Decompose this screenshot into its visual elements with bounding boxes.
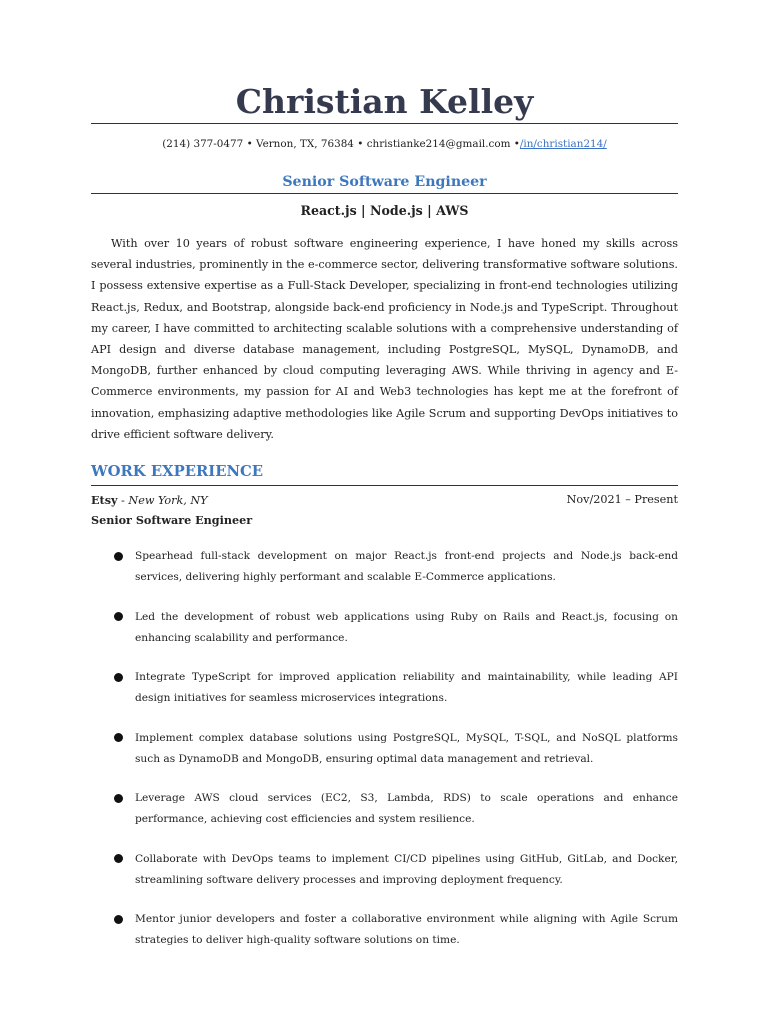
list-item bbox=[91, 667, 678, 709]
resume-page bbox=[91, 0, 678, 970]
bullet-text: Spearhead full-stack development on major React.js front-end projects and Node.js back-end services, delivering highly performant and scalable E-Commerce applications. bbox=[135, 550, 678, 584]
bullet-text: Led the development of robust web applications using Ruby on Rails and React.js, focusing on enhancing scalability and performance. bbox=[135, 610, 678, 644]
separator: • bbox=[513, 138, 520, 150]
location-text: Vernon, TX, 76384 bbox=[256, 138, 354, 150]
list-item bbox=[91, 849, 678, 891]
list-item bbox=[91, 728, 678, 770]
name-divider bbox=[91, 123, 678, 124]
summary-paragraph: With over 10 years of robust software engineering experience, I have honed my skills across several industries, prominently in the e-commerce sector, delivering transformative software solutions. I possess extensive expertise as a Full-Stack Developer, specializing in front-end technologies utilizing React.js, Redux, and Bootstrap, alongside back-end proficiency in Node.js and TypeScript. Throughout my career, I have committed to architecting scalable solutions with a comprehensive understanding of API design and diverse database management, including PostgreSQL, MySQL, DynamoDB, and MongoDB, further enhanced by cloud computing leveraging AWS. While thriving in agency and E-Commerce environments, my passion for AI and Web3 technologies has kept me at the forefront of innovation, emphasizing adaptive methodologies like Agile Scrum and supporting DevOps initiatives to drive efficient software delivery. bbox=[91, 237, 678, 441]
bullet-text: Leverage AWS cloud services (EC2, S3, Lambda, RDS) to scale operations and enhance performance, achieving cost efficiencies and system resilience. bbox=[135, 792, 678, 826]
bullet-text: Collaborate with DevOps teams to implement CI/CD pipelines using GitHub, GitLab, and Docker, streamlining software delivery processes and improving deployment frequency. bbox=[135, 852, 678, 886]
tech-stack: React.js | Node.js | AWS bbox=[300, 203, 469, 218]
candidate-name: Christian Kelley bbox=[235, 82, 534, 121]
separator: • bbox=[246, 138, 253, 150]
section-divider bbox=[91, 485, 678, 486]
separator: • bbox=[357, 138, 364, 150]
bullet-icon bbox=[114, 673, 123, 682]
section-title-work-experience: WORK EXPERIENCE bbox=[91, 463, 264, 481]
list-item bbox=[91, 909, 678, 951]
location-separator: - bbox=[117, 494, 129, 508]
job-entry bbox=[91, 492, 678, 951]
headline-title: Senior Software Engineer bbox=[282, 174, 487, 190]
bullet-icon bbox=[114, 854, 123, 863]
bullet-icon bbox=[114, 794, 123, 803]
phone-number: (214) 377-0477 bbox=[162, 138, 244, 150]
list-item bbox=[91, 607, 678, 649]
job-role: Senior Software Engineer bbox=[91, 513, 253, 528]
bullet-text: Integrate TypeScript for improved application reliability and maintainability, while leading API design initiatives for seamless microservices integrations. bbox=[135, 671, 678, 705]
contact-line bbox=[91, 137, 678, 151]
headline-divider bbox=[91, 193, 678, 194]
job-company-location bbox=[91, 492, 208, 508]
bullet-icon bbox=[114, 552, 123, 561]
job-location: New York, NY bbox=[128, 494, 208, 508]
email-text: christianke214@gmail.com bbox=[366, 138, 511, 150]
job-dates: Nov/2021 – Present bbox=[566, 493, 678, 507]
job-company: Etsy bbox=[91, 493, 118, 508]
bullet-text: Implement complex database solutions using PostgreSQL, MySQL, T-SQL, and NoSQL platforms such as DynamoDB and MongoDB, ensuring optimal data management and retrieval. bbox=[135, 731, 678, 765]
list-item bbox=[91, 546, 678, 588]
job-bullets bbox=[91, 546, 678, 951]
job-header bbox=[91, 492, 678, 508]
bullet-icon bbox=[114, 915, 123, 924]
list-item bbox=[91, 788, 678, 830]
linkedin-link[interactable]: /in/christian214/ bbox=[519, 138, 607, 150]
bullet-icon bbox=[114, 612, 123, 621]
bullet-text: Mentor junior developers and foster a collaborative environment while aligning with Agile Scrum strategies to deliver high-quality software solutions on time. bbox=[135, 913, 678, 947]
bullet-icon bbox=[114, 733, 123, 742]
